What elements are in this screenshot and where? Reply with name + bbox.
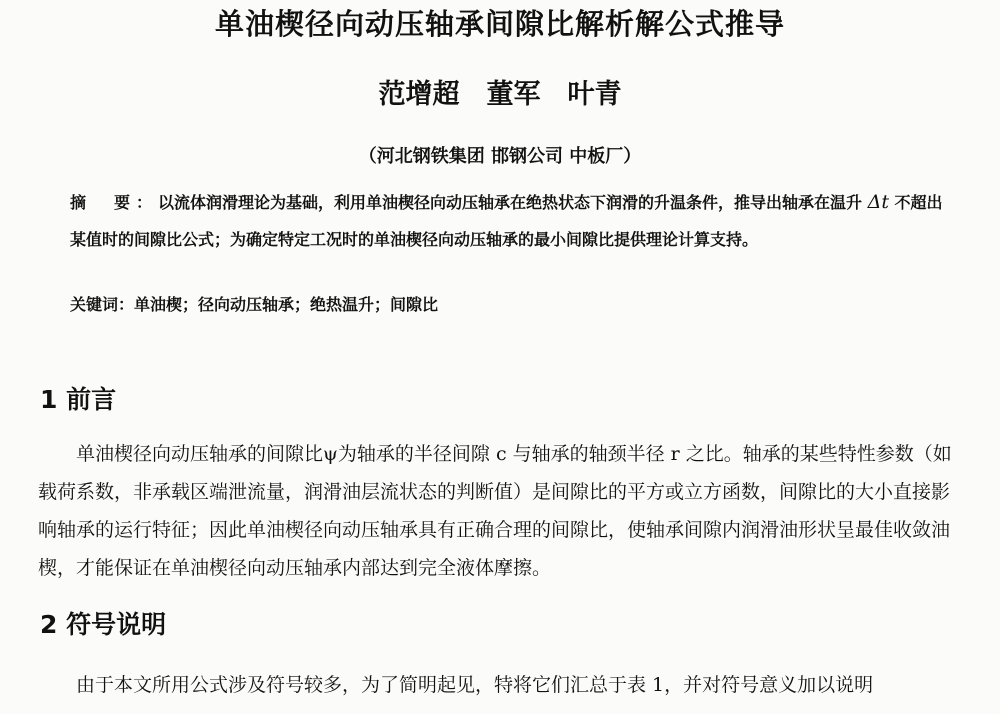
abstract-text-before: 以流体润滑理论为基础，利用单油楔径向动压轴承在绝热状态下润滑的升温条件，推导出轴承在温升 — [158, 193, 863, 212]
keywords-label: 关键词： — [70, 295, 135, 314]
author-list: 范增超 董军 叶青 — [378, 79, 622, 110]
section-heading-introduction: 1 前言 — [40, 385, 117, 414]
paper-title: 单油楔径向动压轴承间隙比解析解公式推导 — [214, 7, 785, 41]
abstract-text-after: 不超出某值时的间隙比公式；为确定特定工况时的单油楔径向动压轴承的最小间隙比提供理论计算支持。 — [70, 193, 943, 249]
keywords — [70, 292, 438, 315]
affiliation: （河北钢铁集团 邯钢公司 中板厂） — [358, 146, 642, 167]
abstract-label: 摘 要： — [70, 193, 159, 212]
delta-t-symbol: Δt — [867, 191, 889, 213]
keywords-text: 单油楔；径向动压轴承；绝热温升；间隙比 — [134, 295, 439, 314]
section-heading-symbols: 2 符号说明 — [40, 610, 167, 639]
abstract — [70, 184, 950, 258]
section-paragraph-introduction: 单油楔径向动压轴承的间隙比ψ为轴承的半径间隙 c 与轴承的轴颈半径 r 之比。轴承的某些特性参数（如载荷系数，非承载区端泄流量，润滑油层流状态的判断值）是间隙比的平方或立方函数，间隙比的大小直接影响轴承的运行特征；因此单油楔径向动压轴承具有正确合理的间隙比，使轴承间隙内润滑油形状呈最佳收敛油楔，才能保证在单油楔径向动压轴承内部达到完全液体摩擦。 — [38, 443, 952, 579]
section-paragraph-symbols: 由于本文所用公式涉及符号较多，为了简明起见，特将它们汇总于表 1，并对符号意义加以说明 — [76, 674, 874, 696]
